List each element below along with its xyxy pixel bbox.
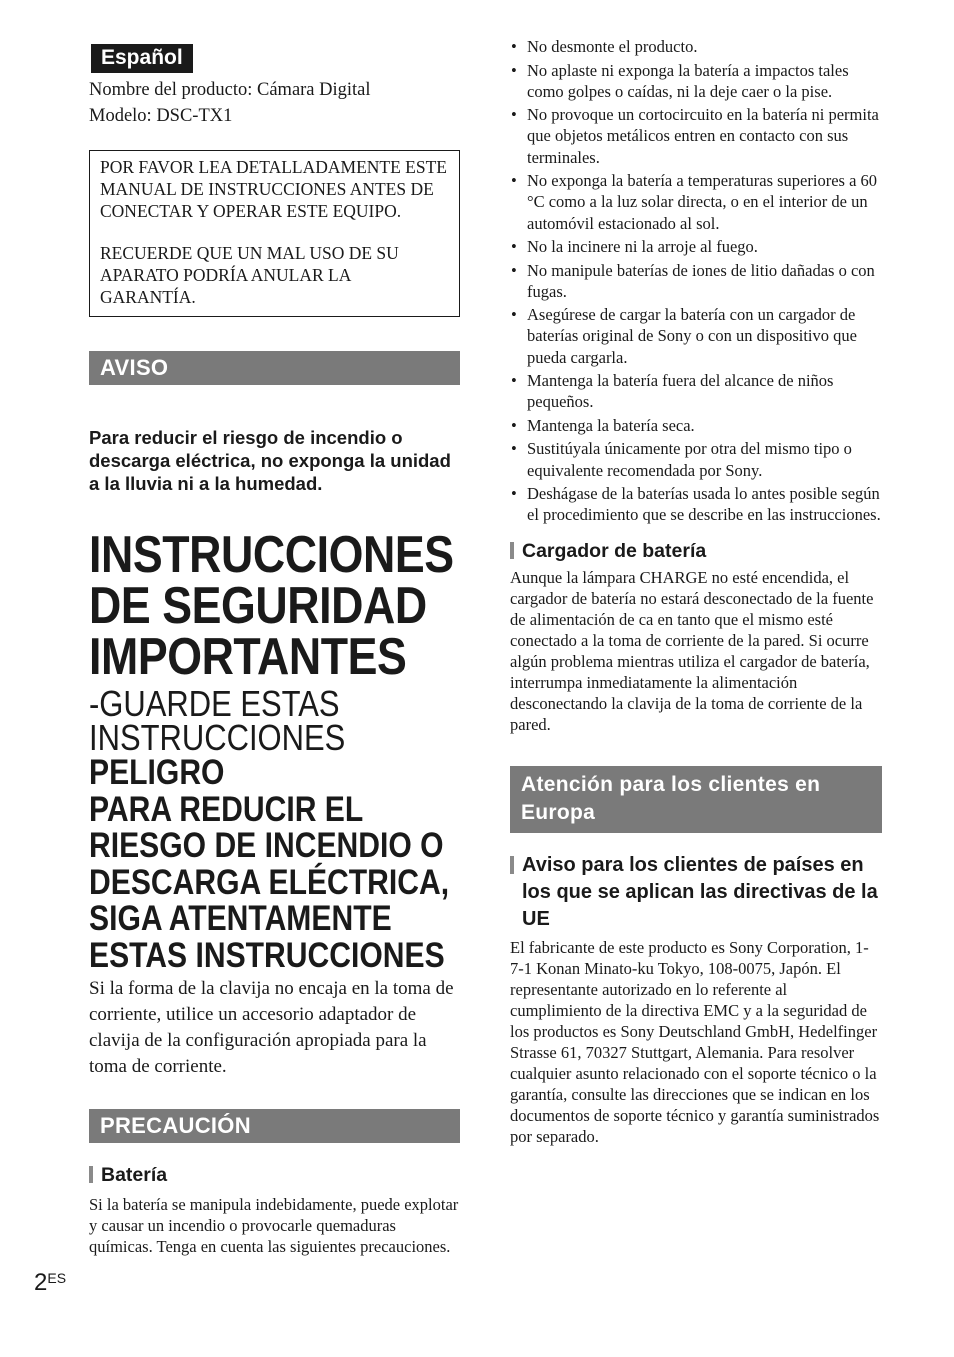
safety-title: INSTRUCCIONES DE SEGURIDAD IMPORTANTES bbox=[89, 526, 454, 686]
save-instructions-subtitle: -GUARDE ESTAS INSTRUCCIONES bbox=[89, 683, 346, 758]
product-model: Modelo: DSC-TX1 bbox=[89, 106, 233, 126]
list-item: • Asegúrese de cargar la batería con un cargador de baterías original de Sony o con un dispositivo que pueda cargarla. bbox=[510, 304, 882, 368]
product-name: Nombre del producto: Cámara Digital bbox=[89, 80, 371, 100]
notice-box bbox=[89, 150, 460, 317]
page-number-value: 2 bbox=[34, 1269, 48, 1296]
list-item: • No provoque un cortocircuito en la batería ni permita que objetos metálicos entren en contacto con sus terminales. bbox=[510, 104, 882, 168]
page-language-suffix: ES bbox=[47, 1270, 67, 1286]
ue-text: El fabricante de este producto es Sony Corporation, 1-7-1 Konan Minato-ku Tokyo, 108-0075, Japón. El representante autorizado en lo referente al cumplimiento de la directiva EMC y a la seguridad de los productos es Sony Deutschland GmbH, Hedelfinger Strasse 61, 70327 Stuttgart, Alemania. Para resolver cualquier asunto relacionado con el soporte técnico o la garantía, consulte las direcciones que se indican en los documentos de soporte técnico y garantía suministrados por separado. bbox=[510, 938, 880, 1147]
precaucion-heading: PRECAUCIÓN bbox=[89, 1109, 460, 1143]
language-tag: Español bbox=[91, 44, 193, 73]
plug-adapter-text: Si la forma de la clavija no encaja en la toma de corriente, utilice un accesorio adaptador de clavija de la configuración apropiada para la toma de corriente. bbox=[89, 978, 454, 1077]
aviso-heading: AVISO bbox=[89, 351, 460, 385]
bateria-text: Si la batería se manipula indebidamente, puede explotar y causar un incendio o provocarle quemaduras químicas. Tenga en cuenta las siguientes precauciones. bbox=[89, 1195, 459, 1256]
europa-heading: Atención para los clientes en Europa bbox=[510, 766, 882, 833]
ue-heading-label: Aviso para los clientes de países en los que se aplican las directivas de la UE bbox=[522, 854, 878, 931]
cargador-heading bbox=[510, 538, 882, 564]
heading-marker bbox=[510, 856, 514, 874]
list-item: • No exponga la batería a temperaturas superiores a 60 °C como a la luz solar directa, o en el interior de un automóvil estacionado al sol. bbox=[510, 170, 882, 234]
list-item: • No manipule baterías de iones de litio dañadas o con fugas. bbox=[510, 260, 882, 302]
danger-heading: PELIGRO bbox=[89, 753, 225, 792]
list-item: • Mantenga la batería fuera del alcance de niños pequeños. bbox=[510, 370, 882, 412]
notice-paragraph-warranty: RECUERDE QUE UN MAL USO DE SU APARATO PODRÍA ANULAR LA GARANTÍA. bbox=[100, 243, 399, 307]
list-item: • No aplaste ni exponga la batería a impactos tales como golpes o caídas, ni la deje caer o la pise. bbox=[510, 60, 882, 102]
heading-marker bbox=[89, 1166, 93, 1183]
ue-heading bbox=[510, 852, 882, 933]
danger-text: PARA REDUCIR EL RIESGO DE INCENDIO O DESCARGA ELÉCTRICA, SIGA ATENTAMENTE ESTAS INSTRUCCIONES bbox=[89, 789, 450, 975]
right-column bbox=[510, 36, 882, 1147]
list-item: • No desmonte el producto. bbox=[510, 36, 882, 57]
notice-paragraph-read-manual: POR FAVOR LEA DETALLADAMENTE ESTE MANUAL DE INSTRUCCIONES ANTES DE CONECTAR Y OPERAR ESTE EQUIPO. bbox=[100, 157, 447, 221]
page-number bbox=[34, 1269, 66, 1297]
bateria-heading-label: Batería bbox=[101, 1164, 168, 1186]
list-item: • Sustitúyala únicamente por otra del mismo tipo o equivalente recomendada por Sony. bbox=[510, 438, 882, 480]
left-column bbox=[89, 44, 460, 1257]
list-item: • Mantenga la batería seca. bbox=[510, 415, 882, 436]
list-item: • Deshágase de la baterías usada lo antes posible según el procedimiento que se describe en las instrucciones. bbox=[510, 483, 882, 525]
cargador-text: Aunque la lámpara CHARGE no esté encendida, el cargador de batería no estará desconectado de la fuente de alimentación de ca en tanto que el mismo esté conectado a la toma de corriente de la pared. Si ocurre algún problema mientras utiliza el cargador de batería, interrumpa inmediatamente la alimentación desconectando la clavija de la toma de corriente de la pared. bbox=[510, 568, 874, 735]
battery-precautions-list bbox=[510, 36, 882, 525]
list-item: • No la incinere ni la arroje al fuego. bbox=[510, 236, 882, 257]
bateria-heading bbox=[89, 1162, 460, 1188]
aviso-warning-text: Para reducir el riesgo de incendio o descarga eléctrica, no exponga la unidad a la lluvia ni a la humedad. bbox=[89, 427, 451, 494]
product-info bbox=[89, 77, 460, 129]
heading-marker bbox=[510, 542, 514, 559]
cargador-heading-label: Cargador de batería bbox=[522, 540, 707, 563]
